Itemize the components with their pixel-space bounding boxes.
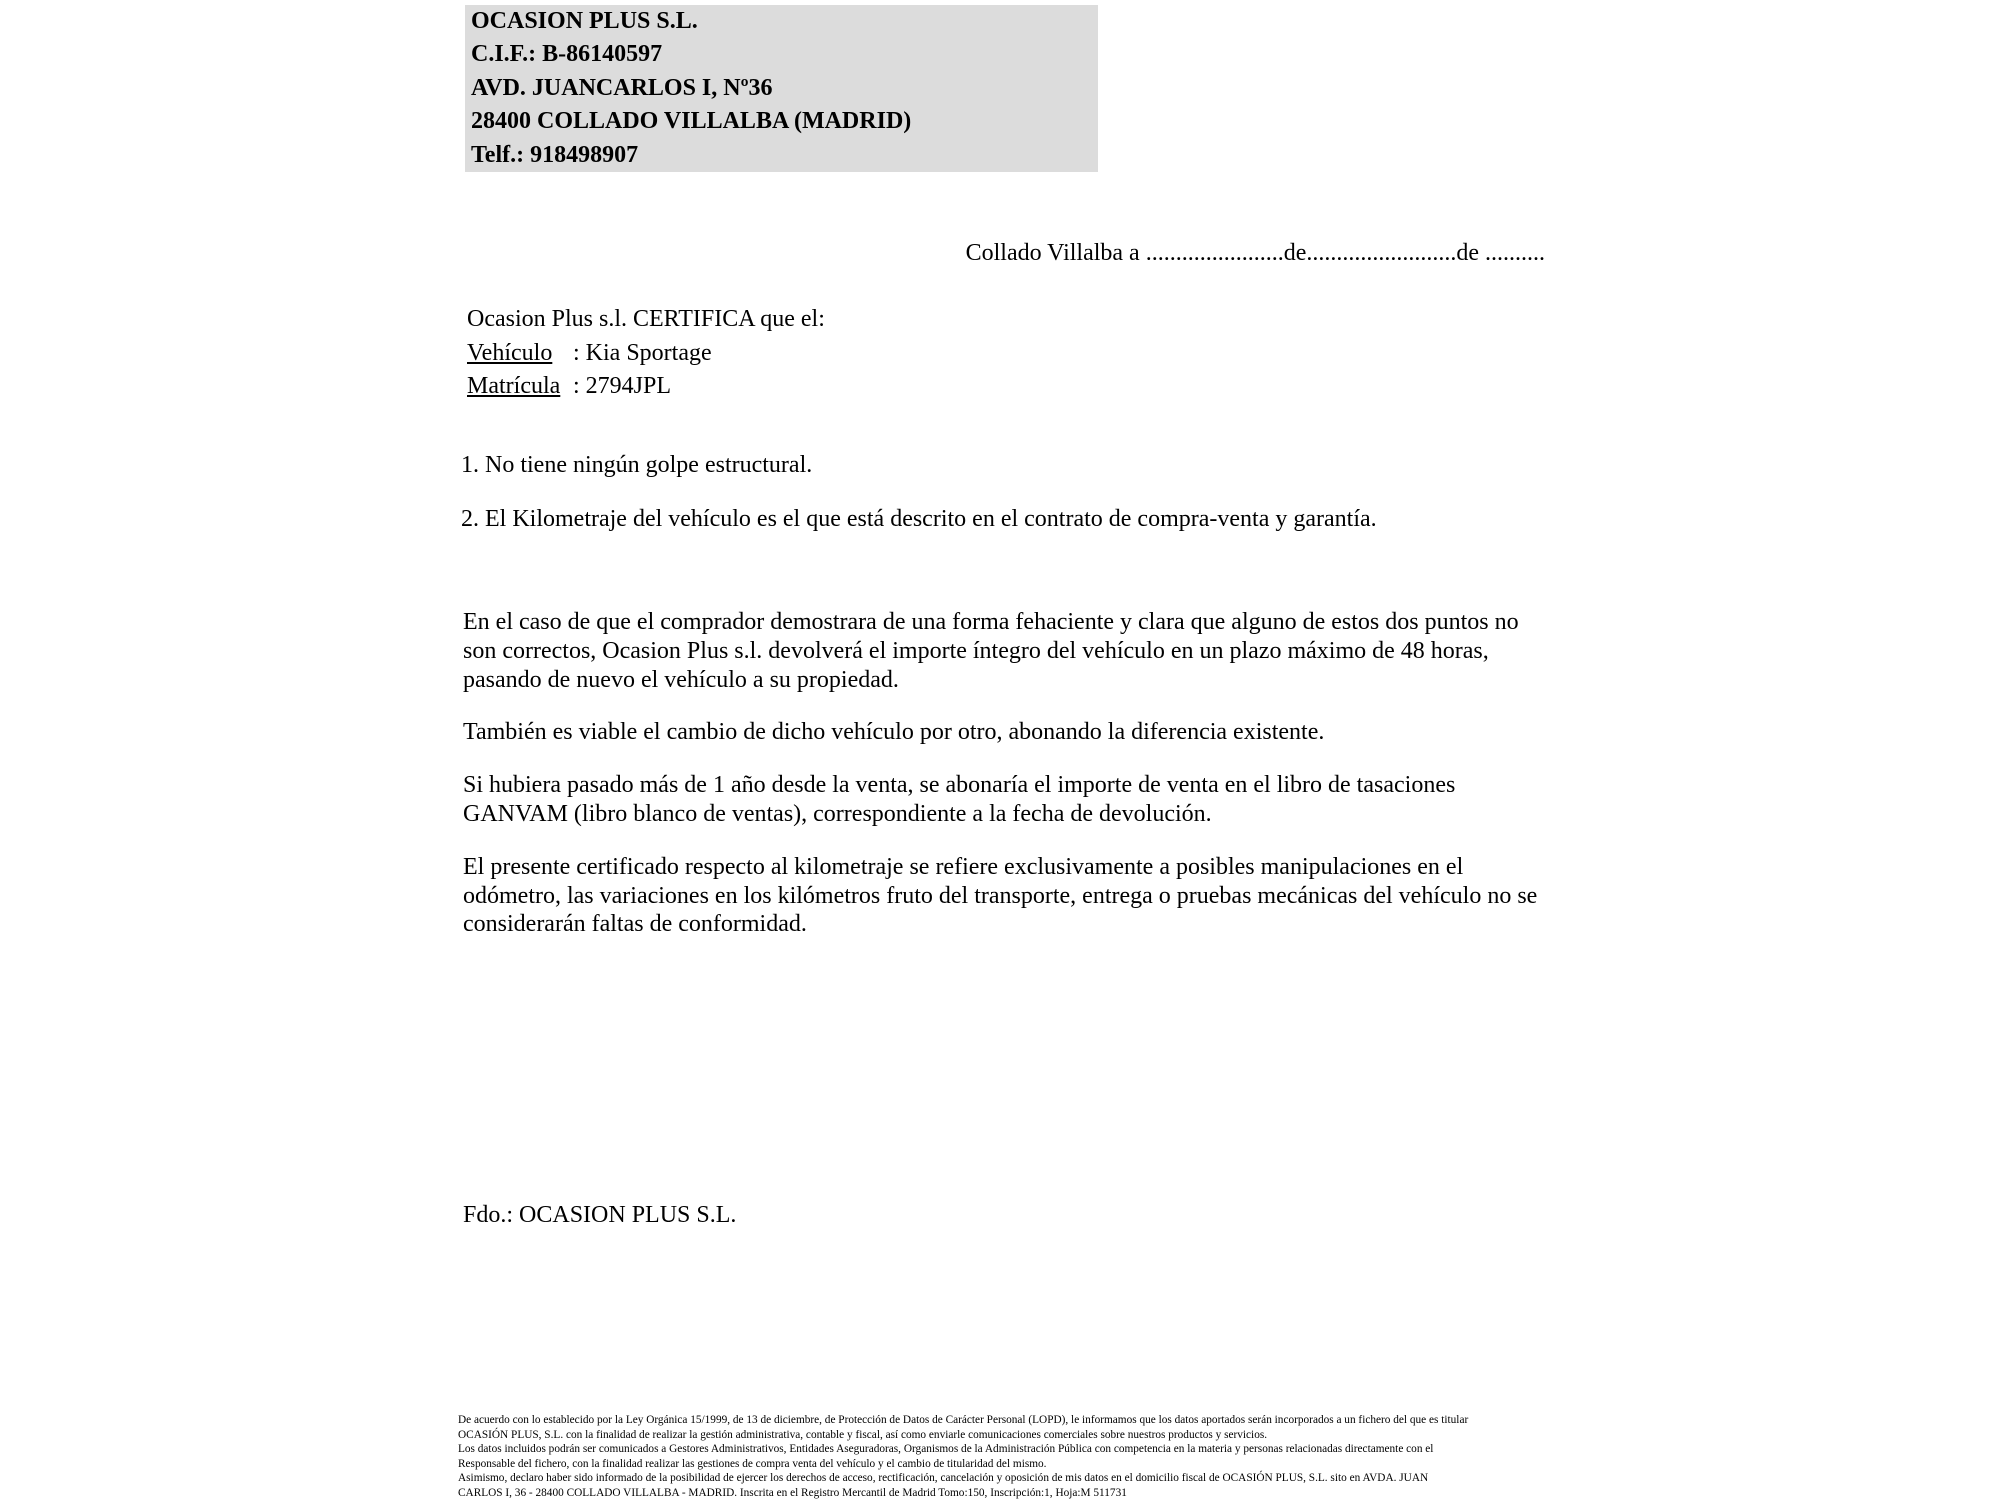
clause-structural: 1. No tiene ningún golpe estructural. [461,452,813,478]
plate-label: Matrícula [467,373,561,399]
body-paragraphs [463,608,1548,963]
legal-footer-line-4: Responsable del fichero, con la finalidad realizar las gestiones de compra venta del vehículo y el cambio de titularidad del mismo. [458,1457,1047,1470]
date-line: Collado Villalba a .......................de.........................de .......... [965,240,1545,266]
paragraph-ganvam: Si hubiera pasado más de 1 año desde la venta, se abonaría el importe de venta en el libro de tasaciones GANVAM (libro blanco de ventas), correspondiente a la fecha de devolución. [463,772,1456,827]
certification-block [467,303,825,404]
vehicle-value: : Kia Sportage [573,339,712,366]
plate-row [467,370,825,404]
company-address: AVD. JUANCARLOS I, Nº36 [471,74,773,101]
certification-intro: Ocasion Plus s.l. CERTIFICA que el: [467,306,825,332]
legal-footer-line-3: Los datos incluidos podrán ser comunicados a Gestores Administrativos, Entidades Aseguradoras, Organismos de la Administración Pública con competencia en la materia y personas relacionadas directamente con el [458,1443,1434,1456]
legal-footer [458,1413,1578,1500]
paragraph-odometer: El presente certificado respecto al kilometraje se refiere exclusivamente a posibles manipulaciones en el odómetro, las variaciones en los kilómetros fruto del transporte, entrega o pruebas mecánicas del vehículo no se considerarán faltas de conformidad. [463,853,1538,938]
vehicle-label: Vehículo [467,339,553,366]
paragraph-exchange: También es viable el cambio de dicho vehículo por otro, abonando la diferencia existente. [463,719,1325,746]
company-name: OCASION PLUS S.L. [471,8,698,34]
paragraph-refund: En el caso de que el comprador demostrara de una forma fehaciente y clara que alguno de estos dos puntos no son correctos, Ocasion Plus s.l. devolverá el importe íntegro del vehículo en un plazo máximo de 48 horas, pasando de nuevo el vehículo a su propiedad. [463,609,1519,693]
legal-footer-line-5: Asimismo, declaro haber sido informado de la posibilidad de ejercer los derechos de acceso, rectificación, cancelación y oposición de mis datos en el domicilio fiscal de OCASIÓN PLUS, S.L. sito en AVDA. JUAN [458,1472,1429,1485]
vehicle-row [467,337,825,371]
clause-mileage: 2. El Kilometraje del vehículo es el que está descrito en el contrato de compra-venta y garantía. [461,506,1377,532]
signature-line: Fdo.: OCASION PLUS S.L. [463,1202,737,1228]
company-cif: C.I.F.: B-86140597 [471,41,663,68]
legal-footer-line-1: De acuerdo con lo establecido por la Ley Orgánica 15/1999, de 13 de diciembre, de Protección de Datos de Carácter Personal (LOPD), le informamos que los datos aportados serán incorporados a un fichero del que es titular [458,1414,1469,1426]
legal-footer-line-2: OCASIÓN PLUS, S.L. con la finalidad de realizar la gestión administrativa, contable y fiscal, así como enviarle comunicaciones comerciales sobre nuestros productos y servicios. [458,1428,1268,1441]
company-header-block [465,5,1098,172]
legal-footer-line-6: CARLOS I, 36 - 28400 COLLADO VILLALBA - MADRID. Inscrita en el Registro Mercantil de Madrid Tomo:150, Inscripción:1, Hoja:M 511731 [458,1486,1127,1499]
company-phone: Telf.: 918498907 [471,141,639,168]
company-city: 28400 COLLADO VILLALBA (MADRID) [471,108,912,135]
plate-value: : 2794JPL [573,373,672,399]
